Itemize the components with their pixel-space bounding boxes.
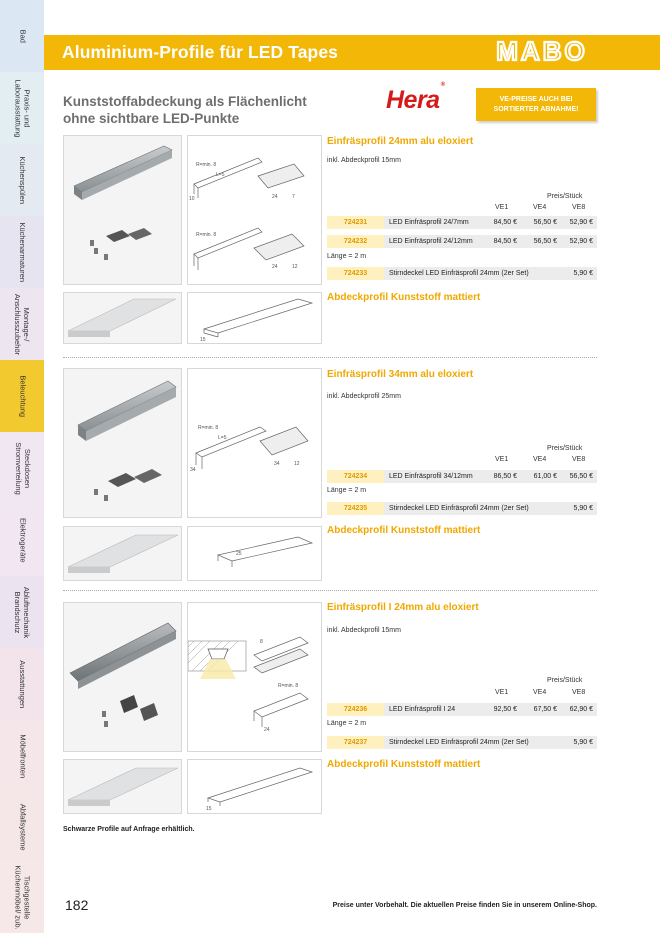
cover-profile-photo	[63, 759, 182, 814]
subtitle-line: Kunststoffabdeckung als Flächenlicht	[63, 94, 307, 109]
sidebar-tab-tischgestelle[interactable]	[0, 862, 44, 934]
ve8-header: VE8	[572, 456, 586, 463]
section-title: Einfräsprofil 24mm alu eloxiert	[327, 136, 474, 147]
dim-label: R=min. 8	[196, 232, 217, 238]
dim-label: R=min. 8	[196, 162, 217, 168]
badge-line: SORTIERTER ABNAHME!	[493, 105, 579, 113]
section-title: Einfräsprofil 34mm alu eloxiert	[327, 369, 474, 380]
sidebar-tab-label: Abluftmechanik Brandschutz	[14, 586, 32, 638]
price-ve1: 84,50 €	[493, 219, 517, 226]
dim-label: 15	[200, 337, 206, 343]
sidebar-tab-bad[interactable]	[0, 0, 44, 73]
technical-drawing-34mm	[187, 368, 322, 518]
table-row[interactable]	[327, 736, 597, 749]
price-ve8: 52,90 €	[569, 219, 593, 226]
sidebar-tab-ausstattungen[interactable]	[0, 648, 44, 721]
badge-line: VE-PREISE AUCH BEI	[499, 96, 573, 103]
length-note: Länge = 2 m	[327, 253, 367, 260]
dim-label: 34	[190, 467, 196, 473]
price-ve8: 5,90 €	[573, 505, 593, 512]
price-label: Preis/Stück	[547, 677, 583, 684]
article-number[interactable]: 724236	[327, 703, 384, 716]
sidebar-tab-label: Praxis- und Laborausstattung	[14, 79, 32, 137]
sidebar-tab-label: Beleuchtung	[18, 375, 28, 417]
price-label: Preis/Stück	[547, 193, 583, 200]
included-note: inkl. Abdeckprofil 25mm	[327, 393, 401, 400]
sidebar	[0, 0, 44, 933]
ve1-header: VE1	[495, 456, 509, 463]
sidebar-tab-label: Küchenspülen	[18, 156, 28, 204]
ve4-header: VE4	[533, 456, 547, 463]
product-description: LED Einfräsprofil 34/12mm	[389, 473, 473, 480]
price-ve1: 84,50 €	[493, 238, 517, 245]
sidebar-tab-label: Elektrogeräte	[18, 517, 28, 563]
price-disclaimer: Preise unter Vorbehalt. Die aktuellen Preise finden Sie in unserem Online-Shop.	[332, 902, 597, 909]
included-note: inkl. Abdeckprofil 15mm	[327, 157, 401, 164]
page-subtitle	[63, 93, 307, 127]
dim-label: R=min. 8	[278, 683, 299, 689]
product-description: LED Einfräsprofil I 24	[389, 706, 456, 713]
sidebar-tab-kuechenspuelen[interactable]	[0, 144, 44, 217]
technical-drawing-24mm	[187, 135, 322, 285]
ve8-header: VE8	[572, 204, 586, 211]
table-row[interactable]	[327, 267, 597, 280]
page-title: Aluminium-Profile für LED Tapes	[62, 42, 338, 62]
dim-label: L=5	[216, 172, 225, 178]
end-cap-icon	[94, 469, 162, 501]
product-description: LED Einfräsprofil 24/7mm	[389, 219, 469, 226]
sidebar-tab-elektrogeraete[interactable]	[0, 504, 44, 577]
dim-label: 12	[294, 461, 300, 467]
article-number[interactable]: 724233	[327, 267, 384, 280]
dim-label: 34	[274, 461, 280, 467]
dim-label: 24	[272, 264, 278, 270]
price-ve8: 5,90 €	[573, 739, 593, 746]
dim-label: 25	[236, 551, 242, 557]
ve8-header: VE8	[572, 689, 586, 696]
cover-title: Abdeckprofil Kunststoff mattiert	[327, 525, 481, 536]
sidebar-tab-beleuchtung[interactable]	[0, 360, 44, 433]
black-profiles-note: Schwarze Profile auf Anfrage erhältlich.	[63, 826, 195, 833]
dim-label: 7	[292, 194, 295, 200]
product-photo-profile-34mm	[63, 368, 182, 518]
price-ve1: 86,50 €	[493, 473, 517, 480]
product-description: LED Einfräsprofil 24/12mm	[389, 238, 473, 245]
brand-name: Hera	[386, 86, 440, 114]
sidebar-tab-label: Möbelfronten	[18, 734, 28, 778]
price-ve8: 5,90 €	[573, 270, 593, 277]
section-title: Einfräsprofil I 24mm alu eloxiert	[327, 602, 479, 613]
sidebar-tab-label: Bad	[18, 29, 28, 43]
sidebar-tab-label: Abfallsysteme	[18, 803, 28, 851]
ve4-header: VE4	[533, 204, 547, 211]
product-photo-profile-i24mm	[63, 602, 182, 752]
price-ve1: 92,50 €	[493, 706, 517, 713]
article-number[interactable]: 724232	[327, 235, 384, 248]
article-number[interactable]: 724237	[327, 736, 384, 749]
dim-label: 12	[292, 264, 298, 270]
product-description: Stirndeckel LED Einfräsprofil 24mm (2er Set)	[389, 739, 529, 746]
product-photo-profile-24mm	[63, 135, 182, 285]
page-number: 182	[65, 897, 89, 913]
dim-label: 10	[189, 196, 195, 202]
dim-label: R=min. 8	[198, 425, 219, 431]
section-divider	[63, 590, 597, 591]
brand-reg: ®	[440, 81, 445, 88]
article-number[interactable]: 724234	[327, 470, 384, 483]
ve-price-badge	[476, 88, 596, 121]
dim-label: 8	[260, 639, 263, 645]
length-note: Länge = 2 m	[327, 720, 367, 727]
cover-profile-drawing	[187, 526, 322, 581]
ve1-header: VE1	[495, 689, 509, 696]
cover-title: Abdeckprofil Kunststoff mattiert	[327, 759, 481, 770]
included-note: inkl. Abdeckprofil 15mm	[327, 627, 401, 634]
cover-profile-photo	[63, 526, 182, 581]
sidebar-tab-steckdosen[interactable]	[0, 432, 44, 505]
header-bar	[44, 35, 660, 70]
section-divider	[63, 357, 597, 358]
cover-profile-photo	[63, 292, 182, 344]
article-number[interactable]: 724231	[327, 216, 384, 229]
cover-profile-drawing	[187, 759, 322, 814]
end-cap-icon	[90, 228, 152, 260]
dim-label: 15	[206, 806, 212, 812]
ve1-header: VE1	[495, 204, 509, 211]
ve4-header: VE4	[533, 689, 547, 696]
product-description: Stirndeckel LED Einfräsprofil 24mm (2er Set)	[389, 505, 529, 512]
hera-brand-logo	[386, 81, 445, 115]
mabo-logo	[478, 38, 606, 66]
sidebar-tab-label: Steckdosen Stromverteilung	[14, 441, 32, 495]
table-row[interactable]	[327, 502, 597, 515]
sidebar-tab-label: Küchenarmaturen	[18, 222, 28, 282]
sidebar-tab-label: Montage-/ Anschlusszubehör	[14, 293, 32, 355]
sidebar-tab-praxis[interactable]	[0, 72, 44, 145]
sidebar-tab-label: Tischgestelle Küchenmöbel/ zub.	[14, 865, 32, 930]
price-ve8: 62,90 €	[569, 706, 593, 713]
subtitle-line: ohne sichtbare LED-Punkte	[63, 111, 240, 126]
table-row[interactable]	[327, 470, 597, 483]
cover-profile-drawing	[187, 292, 322, 344]
price-label: Preis/Stück	[547, 445, 583, 452]
svg-text:MABO: MABO	[496, 38, 588, 66]
sidebar-tab-moebelfronten[interactable]	[0, 720, 44, 793]
price-ve4: 61,00 €	[533, 473, 557, 480]
table-row[interactable]	[327, 703, 597, 716]
dim-label: L=5	[218, 435, 227, 441]
end-cap-icon	[102, 695, 158, 727]
sidebar-tab-kuechenarmaturen[interactable]	[0, 216, 44, 289]
price-ve4: 56,50 €	[533, 219, 557, 226]
cover-title: Abdeckprofil Kunststoff mattiert	[327, 292, 481, 303]
price-ve4: 67,50 €	[533, 706, 557, 713]
dim-label: 24	[272, 194, 278, 200]
sidebar-tab-montage[interactable]	[0, 288, 44, 361]
product-description: Stirndeckel LED Einfräsprofil 24mm (2er Set)	[389, 270, 529, 277]
technical-drawing-i24mm	[187, 602, 322, 752]
sidebar-tab-abfallsysteme[interactable]	[0, 792, 44, 863]
table-row[interactable]	[327, 235, 597, 248]
sidebar-tab-abluft[interactable]	[0, 576, 44, 649]
length-note: Länge = 2 m	[327, 487, 367, 494]
table-row[interactable]	[327, 216, 597, 229]
article-number[interactable]: 724235	[327, 502, 384, 515]
price-ve4: 56,50 €	[533, 238, 557, 245]
price-ve8: 56,50 €	[569, 473, 593, 480]
dim-label: 24	[264, 727, 270, 733]
price-ve8: 52,90 €	[569, 238, 593, 245]
sidebar-tab-label: Ausstattungen	[18, 660, 28, 708]
